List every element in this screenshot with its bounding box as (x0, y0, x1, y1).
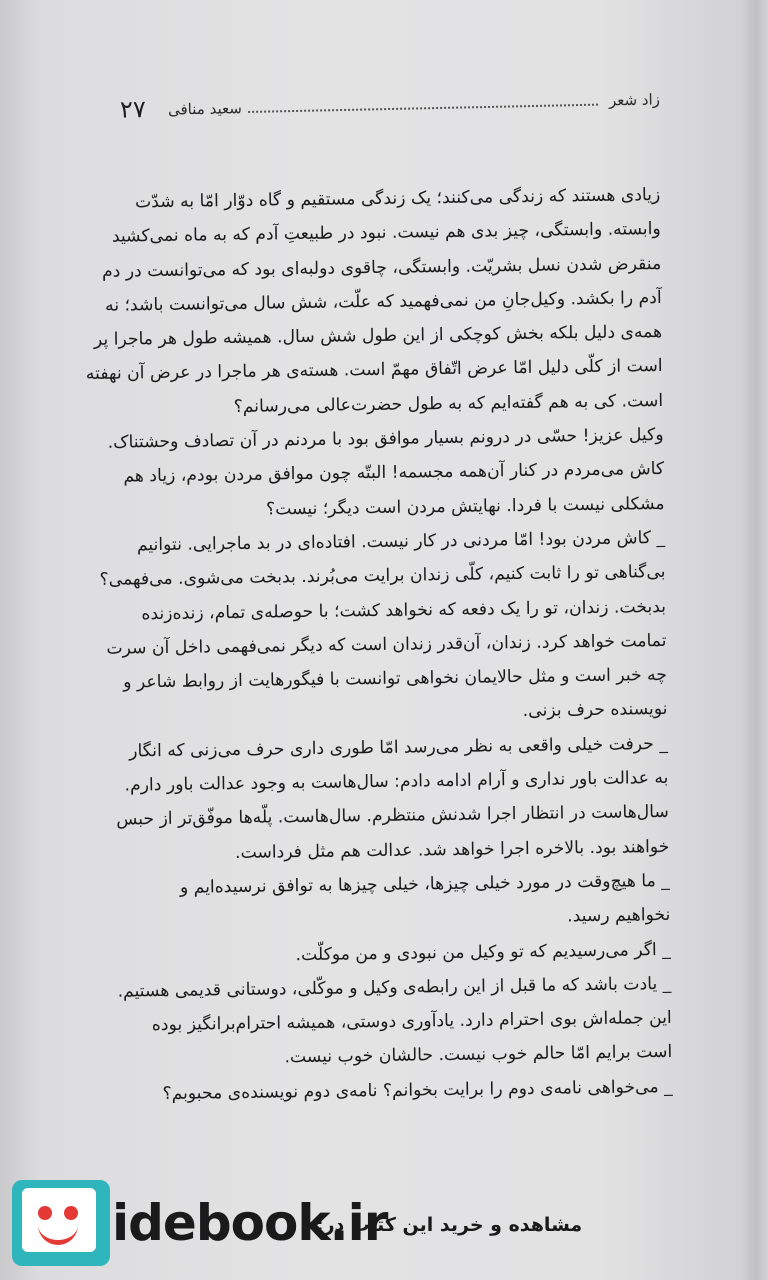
author-name: سعید منافی (167, 99, 242, 119)
body-line: خواهند بود. بالاخره اجرا خواهد شد. عدالت هم مثل فرداست. (234, 836, 670, 863)
book-title: زاد شعر (608, 90, 661, 110)
body-line: تمامت خواهد کرد. زندان، آن‌قدر زندان است که دیگر نمی‌فهمی داخل آن سرت (106, 630, 667, 659)
body-line: _ اگر می‌رسیدیم که تو وکیل من نبودی و من موکلّت. (295, 939, 671, 965)
logo-eye-left (38, 1206, 52, 1220)
body-line: منقرض شدن نسل بشریّت. وابستگی، چاقوی دولبه‌ای بود که می‌توانست در دم (101, 253, 662, 282)
body-line: _ حرفت خیلی واقعی به نظر می‌رسد امّا طوری داری حرف می‌زنی که انگار (129, 733, 669, 762)
body-text (85, 178, 673, 1112)
body-line: وکیل عزیز! حسّی در درونم بسیار موافق بود با مردنم در آن تصادف وحشتناک. (107, 425, 664, 453)
body-line: _ می‌خواهی نامه‌ی دوم را برایت بخوانم؟ نامه‌ی دوم نویسنده‌ی محبوبم؟ (162, 1076, 673, 1104)
logo-eye-right (64, 1206, 78, 1220)
logo-smile (38, 1222, 78, 1245)
body-line: _ یادت باشد که ما قبل از این رابطه‌ی وکیل و موکّلی، دوستانی قدیمی هستیم. (117, 973, 672, 1002)
promo-text: مشاهده و خرید این کتاب در: (316, 1214, 583, 1236)
body-line: آدم را بکشد. وکیل‌جانِ من نمی‌فهمید که علّت، شش سال می‌توانست باشد؛ نه (104, 287, 662, 316)
body-line: است برایم امّا حالم خوب نیست. حالشان خوب نیست. (284, 1042, 673, 1068)
body-line: چه خبر است و مثل حالایمان نخواهی توانست با فیگورهایت از روابط شاعر و (123, 665, 668, 693)
body-line: همه‌ی دلیل بلکه بخش کوچکی از این طول شش سال. همیشه طول هر ماجرا پر (93, 322, 663, 351)
body-line: بی‌گناهی تو را ثابت کنیم، کلّی زندان برایت می‌بُرند. بدبخت می‌شوی. می‌فهمی؟ (99, 562, 666, 591)
body-line: وابسته. وابستگی، چیز بدی هم نیست. نبود در طبیعتِ آدم که به ماه نمی‌کشید (111, 219, 661, 247)
bookshop-smile-icon (12, 1180, 110, 1266)
body-line: _ کاش مردن بود! امّا مردنی در کار نیست. افتاده‌ای در بد ماجرایی. نتوانیم (136, 527, 666, 556)
body-line: نخواهیم رسید. (567, 905, 671, 927)
body-line: کاش می‌مردم در کنار آن‌همه مجسمه! البتّه چون موافق مردن بودم، زیاد هم (123, 459, 665, 487)
body-line: این جمله‌اش بوی احترام دارد. یادآوری دوستی، همیشه احترام‌برانگیز بوده (151, 1008, 672, 1036)
running-header (120, 82, 661, 129)
body-line: نویسنده حرف بزنی. (522, 699, 668, 722)
page-number: ۲۷ (119, 95, 147, 124)
body-line: _ ما هیچ‌وقت در مورد خیلی چیزها، خیلی چیزها به توافق نرسیده‌ایم و (179, 870, 670, 898)
body-line: است از کلّی دلیل امّا عرض اتّفاق مهمّ است. هسته‌ی هر ماجرا در عرض آن نهفته (85, 356, 663, 385)
site-name[interactable]: idebook.ir (112, 1194, 388, 1252)
body-line: بدبخت. زندان، تو را یک دفعه که نخواهد کشت؛ با حوصله‌ی تمام، زنده‌زنده (141, 596, 667, 624)
body-line: است. کی به هم گفته‌ایم که به طول حضرت‌عالی می‌رسانم؟ (233, 390, 664, 417)
body-line: به عدالت باور نداری و آرام ادامه دادم: سال‌هاست به وجود عدالت باور دارم. (124, 767, 669, 796)
logo-inner (22, 1188, 96, 1252)
watermark-banner[interactable] (0, 1170, 768, 1280)
body-line: سال‌هاست در انتظار اجرا شدنش منتظرم. سال‌هاست. پلّه‌ها موفّق‌تر از حبس (116, 802, 669, 830)
page-edge-shadow (742, 0, 768, 1280)
body-line: مشکلی نیست با فردا. نهایتش مردن است دیگر؛ نیست؟ (265, 493, 665, 520)
body-line: زیادی هستند که زندگی می‌کنند؛ یک زندگی مستقیم و گاه دوّار امّا به شدّت (134, 184, 661, 213)
header-dotted-rule (248, 104, 598, 113)
